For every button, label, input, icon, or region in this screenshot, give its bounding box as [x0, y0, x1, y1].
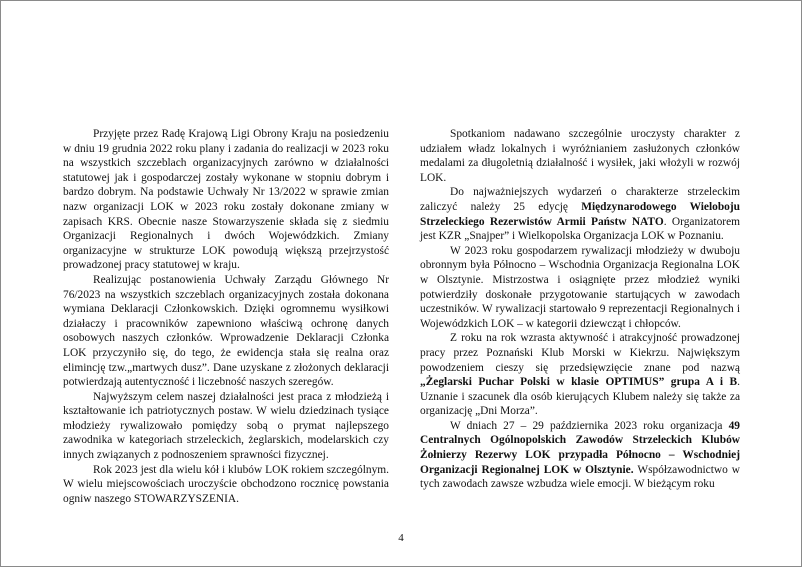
paragraph — [420, 419, 740, 492]
bold-event-name: Międzynarodowego Wieloboju Strzeleckiego Rezerwistów Armii Państw NATO — [420, 200, 741, 228]
text-run: W dniach 27 – 29 października 2023 roku organizacja — [450, 419, 729, 432]
paragraph: Rok 2023 jest dla wielu kół i klubów LOK rokiem szczególnym. W wielu miejscowościach uroczyście obchodzono rocznicę powstania ogniw naszego STOWARZYSZENIA. — [63, 463, 389, 505]
right-column — [420, 127, 740, 492]
text-run: Współzawodnictwo w tych zawodach zawsze wzbudza wiele emocji. W bieżącym roku — [420, 463, 741, 491]
text-run: Do najważniejszych wydarzeń o charakterze strzeleckim zaliczyć należy 25 edycję — [420, 186, 740, 213]
paragraph: Realizując postanowienia Uchwały Zarządu Głównego Nr 76/2023 na wszystkich szczeblach organizacyjnych została dokonana wymiana Deklaracji Członkowskich. Dzięki ogromnemu wysiłkowi działaczy i pracowników zapewniono właściwą ochronę danych osobowych naszych członków. Wprowadzenie Deklaracji Członka LOK przyczyniło się, do tego, że ewidencja stała się realna oraz elimincję tzw.„martwych dusz”. Dane uzyskane z złożonych deklaracji potwierdzają autentyczność i liczebność naszych szeregów. — [63, 273, 389, 389]
paragraph: Najwyższym celem naszej działalności jest praca z młodzieżą i kształtowanie ich patriotycznych postaw. W wielu dziedzinach tysiące młodzieży rywalizowało pomiędzy sobą o prymat najlepszego zawodnika w kategoriach strzeleckich, żeglarskich, modelarskich czy innych związanych z podnoszeniem sprawności fizycznej. — [63, 390, 389, 462]
bold-event-name: „Żeglarski Puchar Polski w klasie OPTIMUS” grupa A i B — [420, 376, 738, 389]
text-run: . Organizatorem jest KZR „Snajper” i Wielkopolska Organizacja LOK w Poznaniu. — [420, 215, 740, 243]
page-number: 4 — [398, 532, 404, 544]
paragraph: W 2023 roku gospodarzem rywalizacji młodzieży w dwuboju obronnym była Północno – Wschodnia Organizacja Regionalna LOK w Olsztynie. Mistrzostwa i osiągnięte przez młodzież wyniki potwierdziły doskonałe przygotowanie startujących w zawodach uczestników. W rywalizacji startowało 9 reprezentacji Regionalnych i Wojewódzkich LOK – w kategorii dziewcząt i chłopców. — [420, 244, 740, 330]
paragraph: Przyjęte przez Radę Krajową Ligi Obrony Kraju na posiedzeniu w dniu 19 grudnia 2022 roku plany i zadania do realizacji w 2023 roku na wszystkich szczeblach organizacyjnych zarówno w działalności statutowej jak i gospodarczej zostały wykonane w stopniu dobrym i bardzo dobrym. Na podstawie Uchwały Nr 13/2022 w sprawie zmian nazw organizacji LOK w 2023 roku zostały dokonane zmiany w zapisach KRS. Obecnie nasze Stowarzyszenie składa się z siedmiu Organizacji Regionalnych i dwóch Wojewódzkich. Zmiany organizacyjne w strukturze LOK powodują większą przejrzystość prowadzonej pracy statutowej w kraju. — [63, 128, 389, 272]
paragraph — [420, 331, 740, 419]
paragraph — [420, 185, 740, 243]
text-run: Z roku na rok wzrasta aktywność i atrakcyjność prowadzonej pracy przez Poznański Klub Morski w Kiekrzu. Największym powodzeniem cieszy się przedsięwzięcie znane pod nazwą — [420, 332, 740, 374]
paragraph: Spotkaniom nadawano szczególnie uroczysty charakter z udziałem władz lokalnych i wyróżnianiem zasłużonych członków medalami za długoletnią działalność i wysiłek, jaki włożyli w rozwój LOK. — [420, 128, 740, 184]
bold-event-name: 49 Centralnych Ogólnopolskich Zawodów Strzeleckich Klubów Żołnierzy Rezerwy LOK przypadła Północno – Wschodniej Organizacji Regionalnej LOK w Olsztynie. — [420, 419, 740, 476]
text-run: . Uznanie i szacunek dla osób kierujących Klubem należy się także za organizację „Dni Morza”. — [420, 376, 740, 418]
left-column — [63, 127, 389, 506]
